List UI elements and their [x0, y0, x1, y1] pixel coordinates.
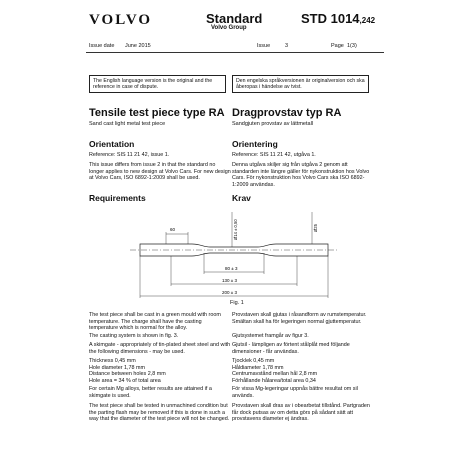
reference-en: Reference: SIS 11 21 42, issue 1. [89, 152, 170, 158]
issue-date: June 2015 [125, 43, 151, 49]
dim-130: 130 ± 3 [222, 278, 237, 283]
requirements-heading-en: Requirements [89, 193, 146, 203]
body-en-6: The test piece shall be tested in unmachined condition but the parting flash may be removed if this is done in such a way that the diameter of the test piece will not be changed. [89, 403, 230, 423]
body-sv-2: Gjutsystemet framgår av figur 3. [232, 333, 309, 339]
dim-60: 60 [170, 227, 176, 232]
orientation-heading-sv: Orientering [232, 139, 278, 149]
body-sv-4: Tjocklek 0,45 mm Håldiameter 1,78 mm Centrumavstånd mellan hål 2,8 mm Förhållande hålarea/total area 0,34 [232, 358, 318, 384]
dim-diameter-14: Ø14 ± 0,50 [233, 219, 238, 240]
doc-number [301, 11, 375, 26]
subtitle-sv: Sandgjuten provstav av lättmetall [232, 121, 314, 127]
subtitle-en: Sand cast light metal test piece [89, 121, 166, 127]
body-sv-6: Provstaven skall dras av i obearbetat tillstånd. Partgraden får dock putsas av om detta görs på sådant sätt att provstavens diameter ej ändras. [232, 403, 370, 423]
body-en-2: The casting system is shown in fig. 3. [89, 333, 179, 339]
issue-number: 3 [285, 43, 289, 49]
body-en-1: The test piece shall be cast in a green mould with room temperature. The charge shall have the casting temperature which is normal for the alloy. [89, 312, 221, 332]
test-piece-drawing [92, 210, 374, 302]
group-label: Volvo Group [211, 25, 247, 31]
doc-number-main: STD 1014 [301, 11, 360, 26]
dim-200: 200 ± 3 [222, 290, 237, 295]
header-rule [86, 52, 384, 53]
page-label: Page [331, 43, 344, 49]
body-sv-5: För vissa Mg-legeringar uppnås bättre resultat om sil används. [232, 386, 358, 399]
orientation-text-sv: Denna utgåva skiljer sig från utgåva 2 genom att standarden inte längre gäller för nykonstruktion hos Volvo Cars. För nykonstruktion hos Volvo Cars ska ISO 6892-1:2009 användas. [232, 162, 370, 188]
title-sv: Dragprovstav typ RA [232, 107, 342, 119]
notice-box-sv: Den engelska språkversionen är originalversion och ska åberopas i händelse av tvist. [232, 75, 369, 93]
issue-date-label: Issue date [89, 43, 115, 49]
body-en-5: For certain Mg alloys, better results are attained if a skimgate is used. [89, 386, 212, 399]
dim-80: 80 ± 3 [225, 266, 238, 271]
title-en: Tensile test piece type RA [89, 107, 225, 119]
notice-box-en: The English language version is the original and the reference in case of dispute. [89, 75, 226, 93]
page-number: 1(3) [347, 43, 357, 49]
dim-diameter-25: Ø25 [313, 224, 318, 232]
requirements-heading-sv: Krav [232, 193, 251, 203]
body-en-3: A skimgate - appropriately of tin-plated sheet steel and with the following dimensions - may be used. [89, 342, 231, 355]
body-sv-3: Gjutsil - lämpligen av förtent stålplåt med följande dimensioner - får användas. [232, 342, 350, 355]
body-en-4: Thickness 0,45 mm Hole diameter 1,78 mm Distance between holes 2,8 mm Hole area = 34 % of total area [89, 358, 166, 384]
volvo-logo: VOLVO [89, 12, 153, 28]
figure-caption: Fig. 1 [230, 300, 244, 306]
issue-label: Issue [257, 43, 271, 49]
body-sv-1: Provstaven skall gjutas i råsandform av rumstemperatur. Smältan skall ha för legeringen normal gjuttemperatur. [232, 312, 367, 325]
orientation-text-en: This issue differs from issue 2 in that the standard no longer applies to new design at Volvo Cars. For new design at Volvo Cars, ISO 6892-1:2009 shall be used. [89, 162, 231, 182]
doc-number-suffix: ,242 [359, 16, 376, 25]
standard-label: Standard [206, 11, 263, 26]
orientation-heading-en: Orientation [89, 139, 135, 149]
reference-sv: Reference: SIS 11 21 42, utgåva 1. [232, 152, 316, 158]
